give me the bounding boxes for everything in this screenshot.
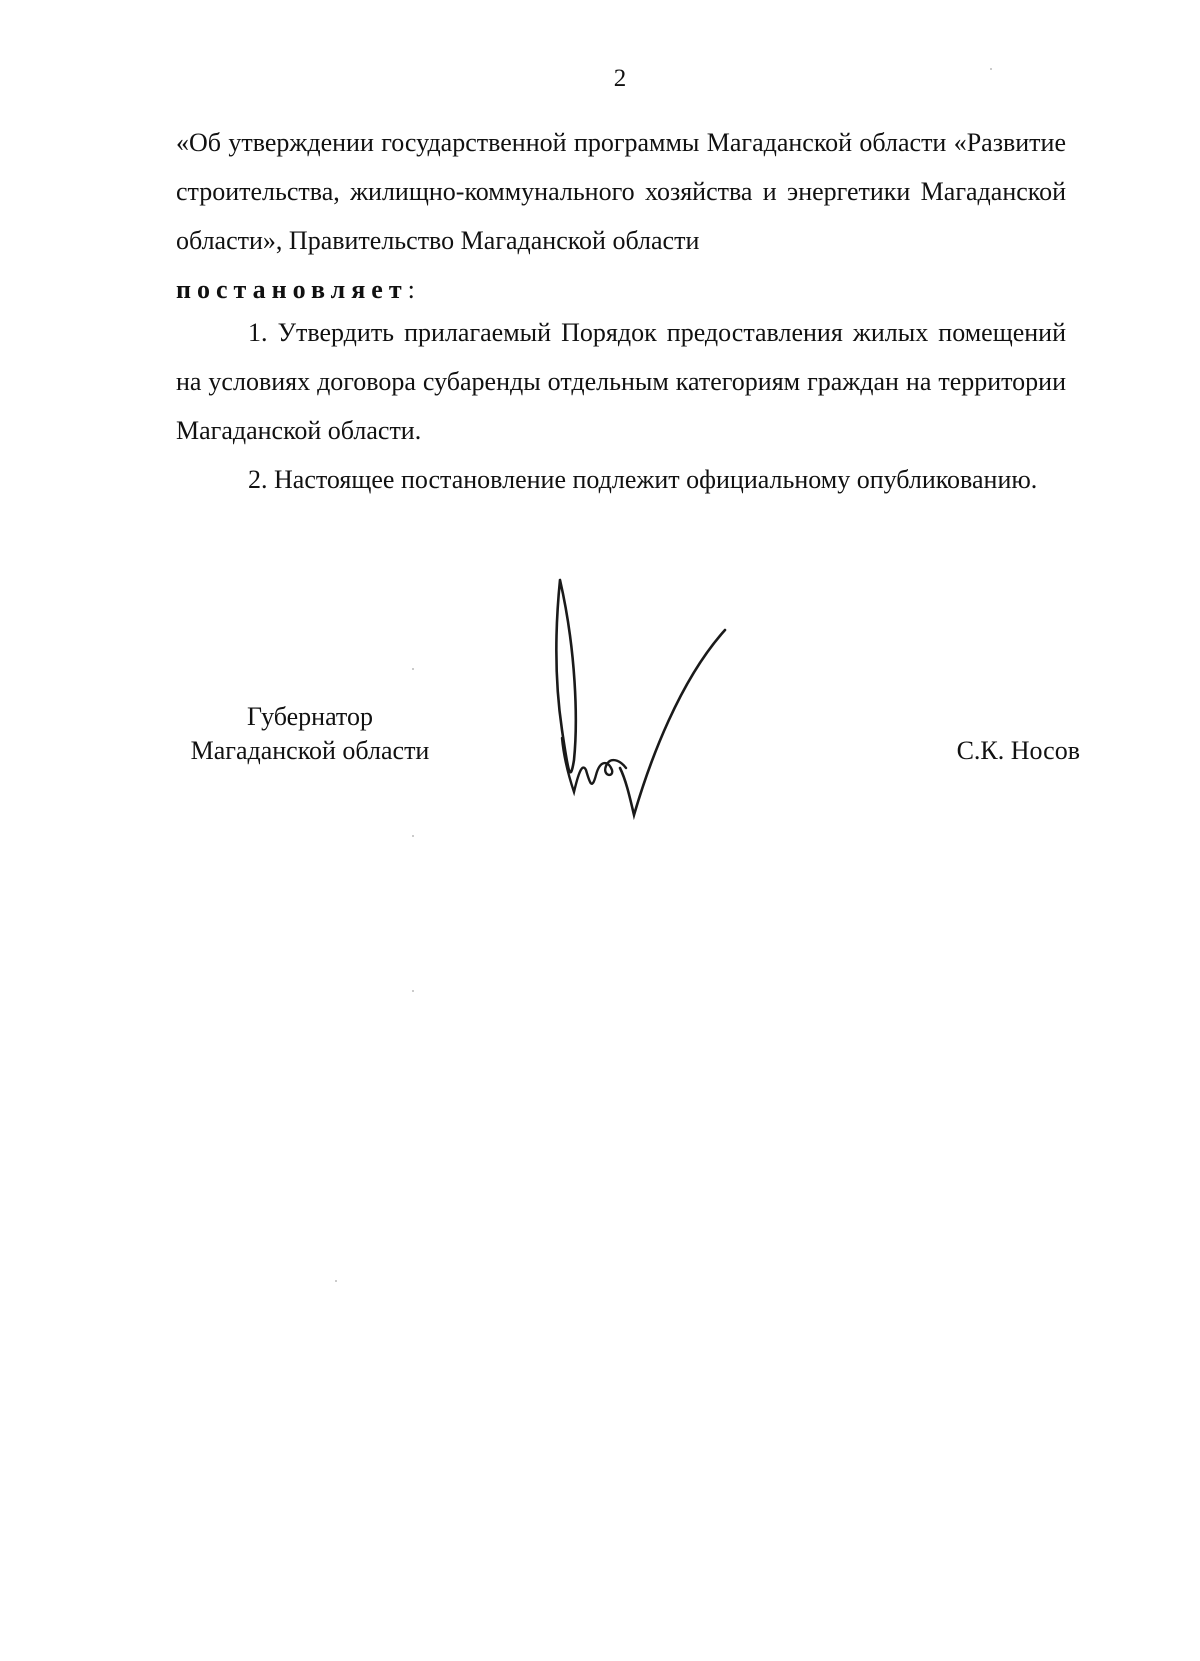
scan-speck bbox=[335, 1280, 337, 1282]
handwritten-signature bbox=[540, 570, 770, 830]
scan-speck bbox=[412, 835, 414, 837]
signatory-title-line-1: Губернатор bbox=[247, 702, 373, 731]
scan-speck bbox=[412, 668, 414, 670]
decree-word: постановляет bbox=[176, 275, 408, 304]
scan-speck bbox=[990, 68, 992, 70]
decree-colon: : bbox=[407, 275, 415, 304]
page-number: 2 bbox=[613, 65, 627, 92]
scan-speck bbox=[412, 990, 414, 992]
signatory-title bbox=[170, 700, 450, 768]
signatory-title-line-2: Магаданской области bbox=[190, 736, 430, 765]
signatory-name: С.К. Носов bbox=[956, 736, 1080, 765]
intro-paragraph bbox=[176, 118, 1066, 314]
item-1-paragraph: 1. Утвердить прилагаемый Порядок предоставления жилых помещений на условиях договора субаренды отдельным категориям граждан на территории Магаданской области. bbox=[176, 318, 1066, 445]
item-2-paragraph: 2. Настоящее постановление подлежит официальному опубликованию. bbox=[248, 465, 1038, 494]
intro-text: «Об утверждении государственной программы Магаданской области «Развитие строительства, жилищно-коммунального хозяйства и энергетики Магаданской области», Правительство Магаданской области bbox=[176, 128, 1066, 255]
